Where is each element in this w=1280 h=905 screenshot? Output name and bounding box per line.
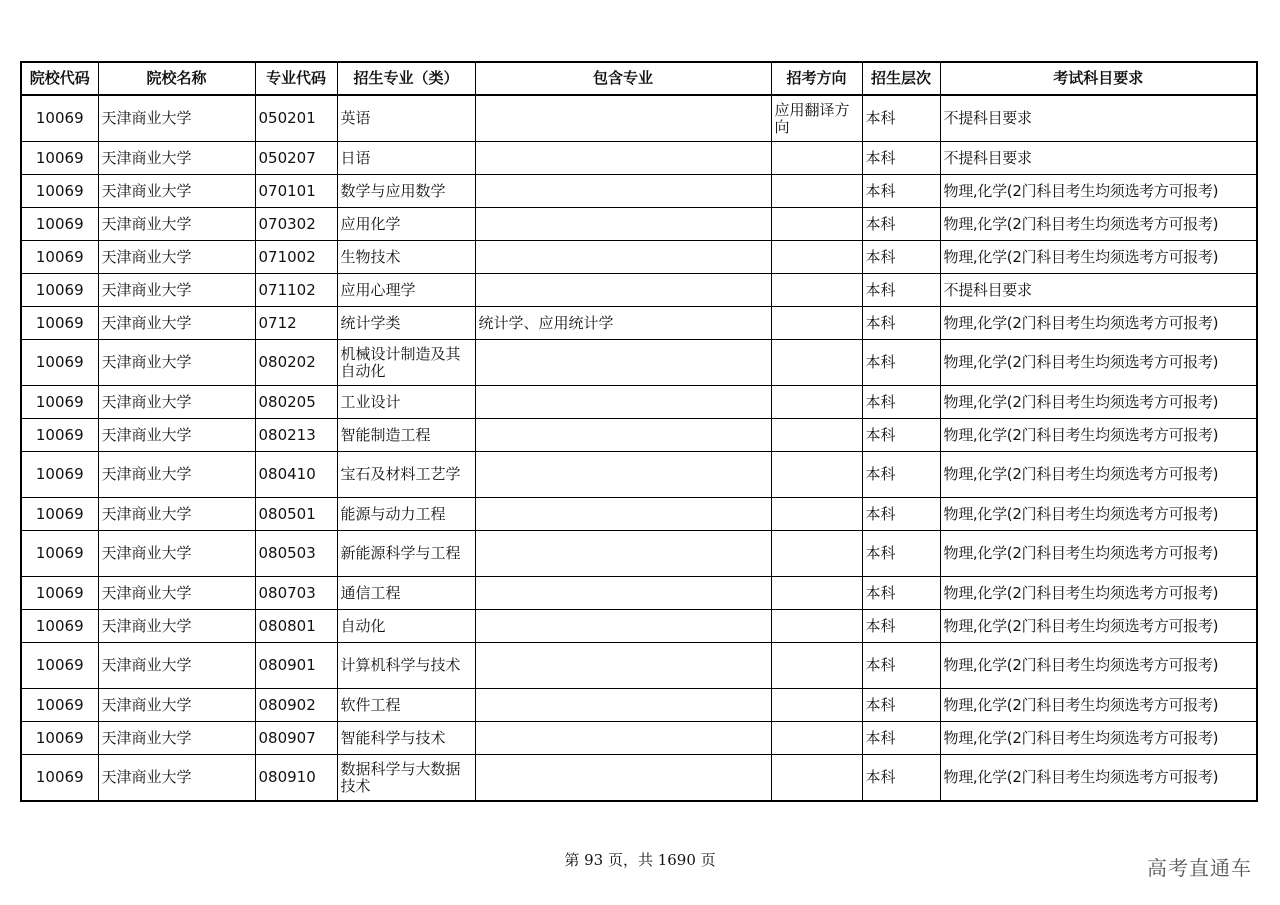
cell-included-majors: 统计学、应用统计学 [475, 307, 771, 340]
cell-school-name: 天津商业大学 [98, 419, 255, 452]
cell-direction [771, 208, 862, 241]
cell-major-code: 080410 [255, 452, 337, 498]
cell-subject-requirement: 物理,化学(2门科目考生均须选考方可报考) [940, 643, 1257, 689]
cell-subject-requirement: 物理,化学(2门科目考生均须选考方可报考) [940, 241, 1257, 274]
cell-school-code: 10069 [21, 175, 98, 208]
cell-major-name: 软件工程 [337, 689, 475, 722]
cell-school-code: 10069 [21, 208, 98, 241]
cell-major-code: 080205 [255, 386, 337, 419]
cell-school-name: 天津商业大学 [98, 340, 255, 386]
cell-school-name: 天津商业大学 [98, 175, 255, 208]
cell-school-name: 天津商业大学 [98, 307, 255, 340]
cell-included-majors [475, 610, 771, 643]
cell-major-name: 数学与应用数学 [337, 175, 475, 208]
cell-level: 本科 [862, 452, 940, 498]
cell-included-majors [475, 498, 771, 531]
cell-school-name: 天津商业大学 [98, 386, 255, 419]
cell-subject-requirement: 物理,化学(2门科目考生均须选考方可报考) [940, 689, 1257, 722]
cell-school-code: 10069 [21, 643, 98, 689]
cell-included-majors [475, 340, 771, 386]
cell-direction [771, 755, 862, 802]
cell-major-name: 能源与动力工程 [337, 498, 475, 531]
table-row [21, 386, 1257, 419]
table-row [21, 577, 1257, 610]
cell-subject-requirement: 物理,化学(2门科目考生均须选考方可报考) [940, 531, 1257, 577]
cell-school-code: 10069 [21, 419, 98, 452]
cell-school-name: 天津商业大学 [98, 722, 255, 755]
cell-major-name: 新能源科学与工程 [337, 531, 475, 577]
cell-direction [771, 452, 862, 498]
cell-school-code: 10069 [21, 241, 98, 274]
cell-school-name: 天津商业大学 [98, 452, 255, 498]
cell-major-name: 宝石及材料工艺学 [337, 452, 475, 498]
cell-major-code: 080202 [255, 340, 337, 386]
cell-school-name: 天津商业大学 [98, 755, 255, 802]
cell-subject-requirement: 物理,化学(2门科目考生均须选考方可报考) [940, 307, 1257, 340]
cell-major-name: 英语 [337, 95, 475, 142]
cell-school-code: 10069 [21, 531, 98, 577]
cell-major-code: 0712 [255, 307, 337, 340]
table-row [21, 689, 1257, 722]
cell-included-majors [475, 452, 771, 498]
table-row [21, 498, 1257, 531]
header-major-name: 招生专业（类） [337, 62, 475, 95]
cell-major-name: 智能科学与技术 [337, 722, 475, 755]
cell-school-name: 天津商业大学 [98, 610, 255, 643]
cell-direction [771, 241, 862, 274]
table-header-row [21, 62, 1257, 95]
cell-major-code: 071102 [255, 274, 337, 307]
cell-school-code: 10069 [21, 274, 98, 307]
cell-included-majors [475, 274, 771, 307]
cell-school-name: 天津商业大学 [98, 95, 255, 142]
table-row [21, 340, 1257, 386]
cell-level: 本科 [862, 307, 940, 340]
table-body [21, 95, 1257, 801]
table-row [21, 274, 1257, 307]
cell-major-name: 计算机科学与技术 [337, 643, 475, 689]
cell-major-code: 070302 [255, 208, 337, 241]
cell-level: 本科 [862, 722, 940, 755]
cell-major-code: 071002 [255, 241, 337, 274]
table-row [21, 241, 1257, 274]
cell-school-name: 天津商业大学 [98, 142, 255, 175]
cell-direction [771, 610, 862, 643]
cell-direction [771, 340, 862, 386]
cell-major-name: 统计学类 [337, 307, 475, 340]
cell-subject-requirement: 物理,化学(2门科目考生均须选考方可报考) [940, 577, 1257, 610]
cell-major-code: 050207 [255, 142, 337, 175]
cell-school-code: 10069 [21, 722, 98, 755]
cell-major-name: 数据科学与大数据技术 [337, 755, 475, 802]
cell-major-code: 080910 [255, 755, 337, 802]
cell-direction [771, 175, 862, 208]
cell-level: 本科 [862, 531, 940, 577]
cell-major-name: 工业设计 [337, 386, 475, 419]
cell-major-code: 080501 [255, 498, 337, 531]
cell-included-majors [475, 689, 771, 722]
table-row [21, 755, 1257, 802]
cell-subject-requirement: 不提科目要求 [940, 274, 1257, 307]
table-row [21, 531, 1257, 577]
cell-major-code: 080902 [255, 689, 337, 722]
cell-subject-requirement: 物理,化学(2门科目考生均须选考方可报考) [940, 452, 1257, 498]
cell-school-name: 天津商业大学 [98, 531, 255, 577]
cell-subject-requirement: 物理,化学(2门科目考生均须选考方可报考) [940, 208, 1257, 241]
cell-direction [771, 498, 862, 531]
table-row [21, 307, 1257, 340]
cell-level: 本科 [862, 689, 940, 722]
cell-included-majors [475, 577, 771, 610]
cell-school-code: 10069 [21, 498, 98, 531]
cell-school-name: 天津商业大学 [98, 498, 255, 531]
cell-major-name: 自动化 [337, 610, 475, 643]
cell-included-majors [475, 531, 771, 577]
cell-major-code: 080213 [255, 419, 337, 452]
table-row [21, 208, 1257, 241]
cell-major-code: 050201 [255, 95, 337, 142]
cell-subject-requirement: 物理,化学(2门科目考生均须选考方可报考) [940, 722, 1257, 755]
cell-subject-requirement: 物理,化学(2门科目考生均须选考方可报考) [940, 175, 1257, 208]
cell-school-code: 10069 [21, 340, 98, 386]
cell-school-code: 10069 [21, 610, 98, 643]
cell-included-majors [475, 722, 771, 755]
cell-school-name: 天津商业大学 [98, 208, 255, 241]
cell-subject-requirement: 物理,化学(2门科目考生均须选考方可报考) [940, 498, 1257, 531]
cell-school-code: 10069 [21, 452, 98, 498]
cell-subject-requirement: 物理,化学(2门科目考生均须选考方可报考) [940, 610, 1257, 643]
cell-major-code: 080503 [255, 531, 337, 577]
table-row [21, 95, 1257, 142]
cell-school-code: 10069 [21, 307, 98, 340]
cell-school-name: 天津商业大学 [98, 577, 255, 610]
cell-school-code: 10069 [21, 142, 98, 175]
cell-included-majors [475, 95, 771, 142]
cell-level: 本科 [862, 419, 940, 452]
cell-included-majors [475, 755, 771, 802]
cell-included-majors [475, 208, 771, 241]
table-row [21, 722, 1257, 755]
cell-level: 本科 [862, 274, 940, 307]
cell-major-code: 080907 [255, 722, 337, 755]
cell-school-name: 天津商业大学 [98, 241, 255, 274]
table-row [21, 452, 1257, 498]
cell-direction [771, 142, 862, 175]
table-row [21, 419, 1257, 452]
cell-direction [771, 577, 862, 610]
cell-major-name: 应用化学 [337, 208, 475, 241]
cell-direction [771, 307, 862, 340]
cell-major-name: 机械设计制造及其自动化 [337, 340, 475, 386]
cell-school-name: 天津商业大学 [98, 689, 255, 722]
cell-included-majors [475, 419, 771, 452]
cell-direction [771, 689, 862, 722]
cell-major-name: 智能制造工程 [337, 419, 475, 452]
cell-level: 本科 [862, 643, 940, 689]
table-row [21, 175, 1257, 208]
cell-school-code: 10069 [21, 689, 98, 722]
cell-included-majors [475, 175, 771, 208]
cell-subject-requirement: 物理,化学(2门科目考生均须选考方可报考) [940, 386, 1257, 419]
cell-level: 本科 [862, 577, 940, 610]
cell-major-name: 应用心理学 [337, 274, 475, 307]
cell-subject-requirement: 物理,化学(2门科目考生均须选考方可报考) [940, 340, 1257, 386]
header-subject-requirement: 考试科目要求 [940, 62, 1257, 95]
header-level: 招生层次 [862, 62, 940, 95]
cell-direction [771, 643, 862, 689]
cell-included-majors [475, 386, 771, 419]
table-row [21, 643, 1257, 689]
cell-direction [771, 274, 862, 307]
cell-level: 本科 [862, 241, 940, 274]
cell-major-code: 070101 [255, 175, 337, 208]
cell-level: 本科 [862, 340, 940, 386]
cell-major-code: 080901 [255, 643, 337, 689]
cell-major-name: 生物技术 [337, 241, 475, 274]
cell-subject-requirement: 不提科目要求 [940, 142, 1257, 175]
cell-included-majors [475, 142, 771, 175]
cell-subject-requirement: 物理,化学(2门科目考生均须选考方可报考) [940, 419, 1257, 452]
cell-major-name: 日语 [337, 142, 475, 175]
majors-table [20, 61, 1258, 802]
header-school-code: 院校代码 [21, 62, 98, 95]
cell-major-name: 通信工程 [337, 577, 475, 610]
header-school-name: 院校名称 [98, 62, 255, 95]
cell-direction [771, 386, 862, 419]
cell-school-name: 天津商业大学 [98, 274, 255, 307]
cell-direction [771, 722, 862, 755]
cell-school-code: 10069 [21, 95, 98, 142]
cell-level: 本科 [862, 95, 940, 142]
cell-level: 本科 [862, 386, 940, 419]
cell-major-code: 080703 [255, 577, 337, 610]
cell-level: 本科 [862, 755, 940, 802]
cell-subject-requirement: 不提科目要求 [940, 95, 1257, 142]
cell-school-name: 天津商业大学 [98, 643, 255, 689]
cell-level: 本科 [862, 142, 940, 175]
cell-direction [771, 419, 862, 452]
header-major-code: 专业代码 [255, 62, 337, 95]
watermark-text: 高考直通车 [1147, 856, 1252, 880]
cell-school-code: 10069 [21, 577, 98, 610]
header-included-majors: 包含专业 [475, 62, 771, 95]
header-direction: 招考方向 [771, 62, 862, 95]
cell-level: 本科 [862, 610, 940, 643]
table-row [21, 142, 1257, 175]
cell-level: 本科 [862, 498, 940, 531]
page-number: 第 93 页，共 1690 页 [564, 851, 716, 869]
table-row [21, 610, 1257, 643]
cell-direction: 应用翻译方向 [771, 95, 862, 142]
cell-level: 本科 [862, 208, 940, 241]
cell-subject-requirement: 物理,化学(2门科目考生均须选考方可报考) [940, 755, 1257, 802]
cell-direction [771, 531, 862, 577]
cell-included-majors [475, 241, 771, 274]
cell-included-majors [475, 643, 771, 689]
cell-major-code: 080801 [255, 610, 337, 643]
cell-level: 本科 [862, 175, 940, 208]
cell-school-code: 10069 [21, 755, 98, 802]
cell-school-code: 10069 [21, 386, 98, 419]
